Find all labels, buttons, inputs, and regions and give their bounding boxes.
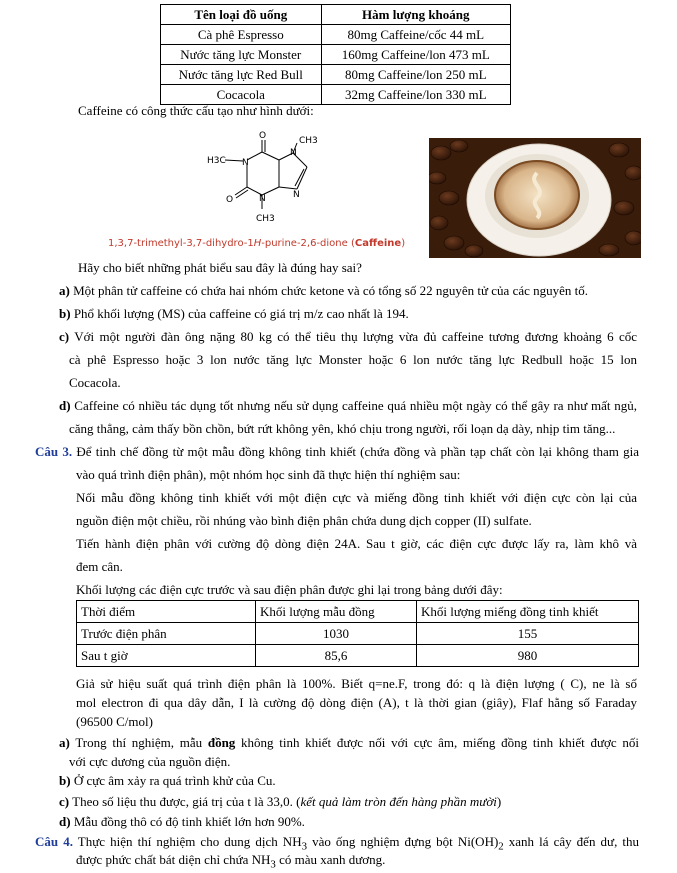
table-cell: 80mg Caffeine/lon 250 mL (321, 65, 510, 85)
table-cell: Cà phê Espresso (161, 25, 322, 45)
table-header-row (161, 5, 511, 25)
statement-text: Caffeine có nhiều tác dụng tốt nhưng nếu sử dụng caffeine quá nhiều một ngày có thể gây ra như mất ngủ, (74, 398, 638, 413)
statement-italic: kết quả làm tròn đến hàng phần mười (300, 794, 497, 809)
table-header-row (77, 601, 639, 623)
table-cell: Sau t giờ (77, 645, 256, 667)
question-2-prompt: Hãy cho biết những phát biểu sau đây là đúng hay sai? (78, 260, 362, 275)
table-header-cell: Khối lượng mẫu đồng (256, 601, 417, 623)
statement-label: c) (59, 329, 70, 344)
coffee-cup-photo (429, 138, 641, 258)
q3-assumption-line: (96500 C/mol) (76, 714, 153, 729)
question-text: vào ống nghiệm đựng bột Ni(OH) (307, 834, 499, 849)
atom-label: H3C (207, 156, 226, 166)
statement-text: không tinh khiết được nối với cực âm, miếng đồng tinh khiết được nối (235, 735, 639, 750)
statement-label: d) (59, 398, 71, 413)
q2-statement-c-line: Cocacola. (69, 375, 121, 390)
table-row (161, 85, 511, 105)
statement-label: d) (59, 814, 71, 829)
table-header-cell: Khối lượng miếng đồng tinh khiết (417, 601, 639, 623)
table-cell: 85,6 (256, 645, 417, 667)
q3-statement-a-line2: với cực dương của nguồn điện. (69, 754, 231, 769)
caption-text: ) (401, 238, 406, 249)
q3-statement-a (59, 735, 639, 751)
table-header-cell: Thời điểm (77, 601, 256, 623)
q3-statement-d (59, 814, 305, 830)
table-header-cell: Hàm lượng khoáng (321, 5, 510, 25)
question-text: xanh lá cây đến dư, thu (503, 834, 639, 849)
statement-text: Với một người đàn ông nặng 80 kg có thể tiêu thụ lượng vừa đủ caffeine tương đương khoảng 6 cốc (74, 329, 638, 344)
caption-text: 1,3,7-trimethyl-3,7-dihydro-1 (108, 238, 254, 249)
atom-label: CH3 (299, 136, 318, 146)
q4-line2 (76, 852, 385, 873)
caption-text: -purine-2,6-dione ( (261, 238, 355, 249)
table-cell: 32mg Caffeine/lon 330 mL (321, 85, 510, 105)
table-cell: Trước điện phân (77, 623, 256, 645)
statement-text: Một phân tử caffeine có chứa hai nhóm chức ketone và có tổng số 22 nguyên tử của các nguyên tố. (73, 283, 589, 298)
q3-paragraph-line: Khối lượng các điện cực trước và sau điện phân được ghi lại trong bảng dưới đây: (76, 582, 503, 597)
question-text: Thực hiện thí nghiệm cho dung dịch NH (77, 834, 302, 849)
q3-paragraph-line: Tiến hành điện phân với cường độ dòng điện 24A. Sau t giờ, các điện cực được lấy ra, làm khô và (76, 536, 637, 551)
question-text: được phức chất bát diện chỉ chứa NH (76, 852, 271, 867)
q3-intro-line: vào quá trình điện phân), một nhóm học sinh đã thực hiện thí nghiệm sau: (76, 467, 461, 482)
electrode-mass-table (76, 600, 639, 667)
q2-statement-d-line (59, 398, 637, 414)
statement-text: Theo số liệu thu được, giá trị của t là 33,0. ( (72, 794, 301, 809)
q2-statement-a (59, 283, 588, 299)
atom-label: N (259, 194, 266, 204)
table-row (161, 45, 511, 65)
statement-label: c) (59, 794, 70, 809)
caffeine-structure-diagram (195, 125, 345, 235)
table-cell: 980 (417, 645, 639, 667)
table-row (161, 65, 511, 85)
caption-italic: H (253, 238, 262, 249)
statement-label: a) (59, 283, 70, 298)
table-cell: 160mg Caffeine/lon 473 mL (321, 45, 510, 65)
statement-label: b) (59, 773, 71, 788)
table-header-cell: Tên loại đồ uống (161, 5, 322, 25)
question-text: có màu xanh dương. (275, 852, 386, 867)
statement-label: b) (59, 306, 71, 321)
statement-bold: đồng (207, 735, 236, 750)
drinks-caffeine-table (160, 4, 511, 105)
q2-statement-c-line: cà phê Espresso hoặc 3 lon nước tăng lực Monster hoặc 6 lon nước tăng lực Redbull hoặc 15 lon (69, 352, 637, 367)
q2-statement-c-line (59, 329, 637, 345)
table-cell: Cocacola (161, 85, 322, 105)
q3-paragraph-line: nguồn điện một chiều, rồi nhúng vào bình điện phân chứa dung dịch copper (II) sulfate. (76, 513, 532, 528)
subscript: 3 (301, 840, 307, 853)
statement-text: Phổ khối lượng (MS) của caffeine có giá trị m/z cao nhất là 194. (73, 306, 409, 321)
table-row (77, 623, 639, 645)
atom-label: O (226, 195, 234, 205)
question-text: Để tinh chế đồng từ một mẫu đồng không tinh khiết (chứa đồng và phần tạp chất còn lại không tham gia (76, 444, 640, 459)
q3-statement-b (59, 773, 276, 789)
statement-text: Trong thí nghiệm, mẫu (75, 735, 208, 750)
atom-label: N (293, 190, 300, 200)
caffeine-intro: Caffeine có công thức cấu tạo như hình dưới: (78, 103, 314, 118)
atom-label: N (242, 158, 249, 168)
table-cell: 155 (417, 623, 639, 645)
q3-intro-line (35, 444, 639, 460)
q3-assumption-line: Giả sử hiệu suất quá trình điện phân là 100%. Biết q=ne.F, trong đó: q là điện lượng ( C), ne là số (76, 676, 637, 691)
q2-statement-b (59, 306, 409, 322)
q2-statement-d-line: căng thẳng, cảm thấy bồn chồn, bứt rứt không yên, khó chịu trong người, rối loạn dạ dày, nhịp tim tăng... (69, 421, 616, 436)
statement-text: Mẫu đồng thô có độ tinh khiết lớn hơn 90%. (73, 814, 305, 829)
table-row (77, 645, 639, 667)
q3-assumption-line: mol electron đi qua dây dẫn, I là cường độ dòng điện (A), t là thời gian (giây), Flaf hằng số Faraday (76, 695, 637, 710)
statement-text: ) (496, 794, 502, 809)
q3-paragraph-line: đem cân. (76, 559, 123, 574)
question-label: Câu 3. (35, 444, 73, 459)
atom-label: CH3 (256, 214, 275, 224)
table-cell: Nước tăng lực Monster (161, 45, 322, 65)
table-cell: Nước tăng lực Red Bull (161, 65, 322, 85)
atom-label: N (290, 148, 297, 158)
statement-text: Ở cực âm xảy ra quá trình khử của Cu. (73, 773, 276, 788)
table-cell: 1030 (256, 623, 417, 645)
table-row (161, 25, 511, 45)
table-cell: 80mg Caffeine/cốc 44 mL (321, 25, 510, 45)
subscript: 2 (498, 840, 504, 853)
caption-bold: Caffeine (354, 238, 402, 249)
subscript: 3 (270, 858, 276, 871)
structure-caption (108, 236, 405, 252)
q3-paragraph-line: Nối mẫu đồng không tinh khiết với một điện cực và miếng đồng tinh khiết với điện cực còn lại của (76, 490, 637, 505)
question-label: Câu 4. (35, 834, 73, 849)
statement-label: a) (59, 735, 70, 750)
atom-label: O (259, 131, 267, 141)
q3-statement-c (59, 794, 501, 810)
